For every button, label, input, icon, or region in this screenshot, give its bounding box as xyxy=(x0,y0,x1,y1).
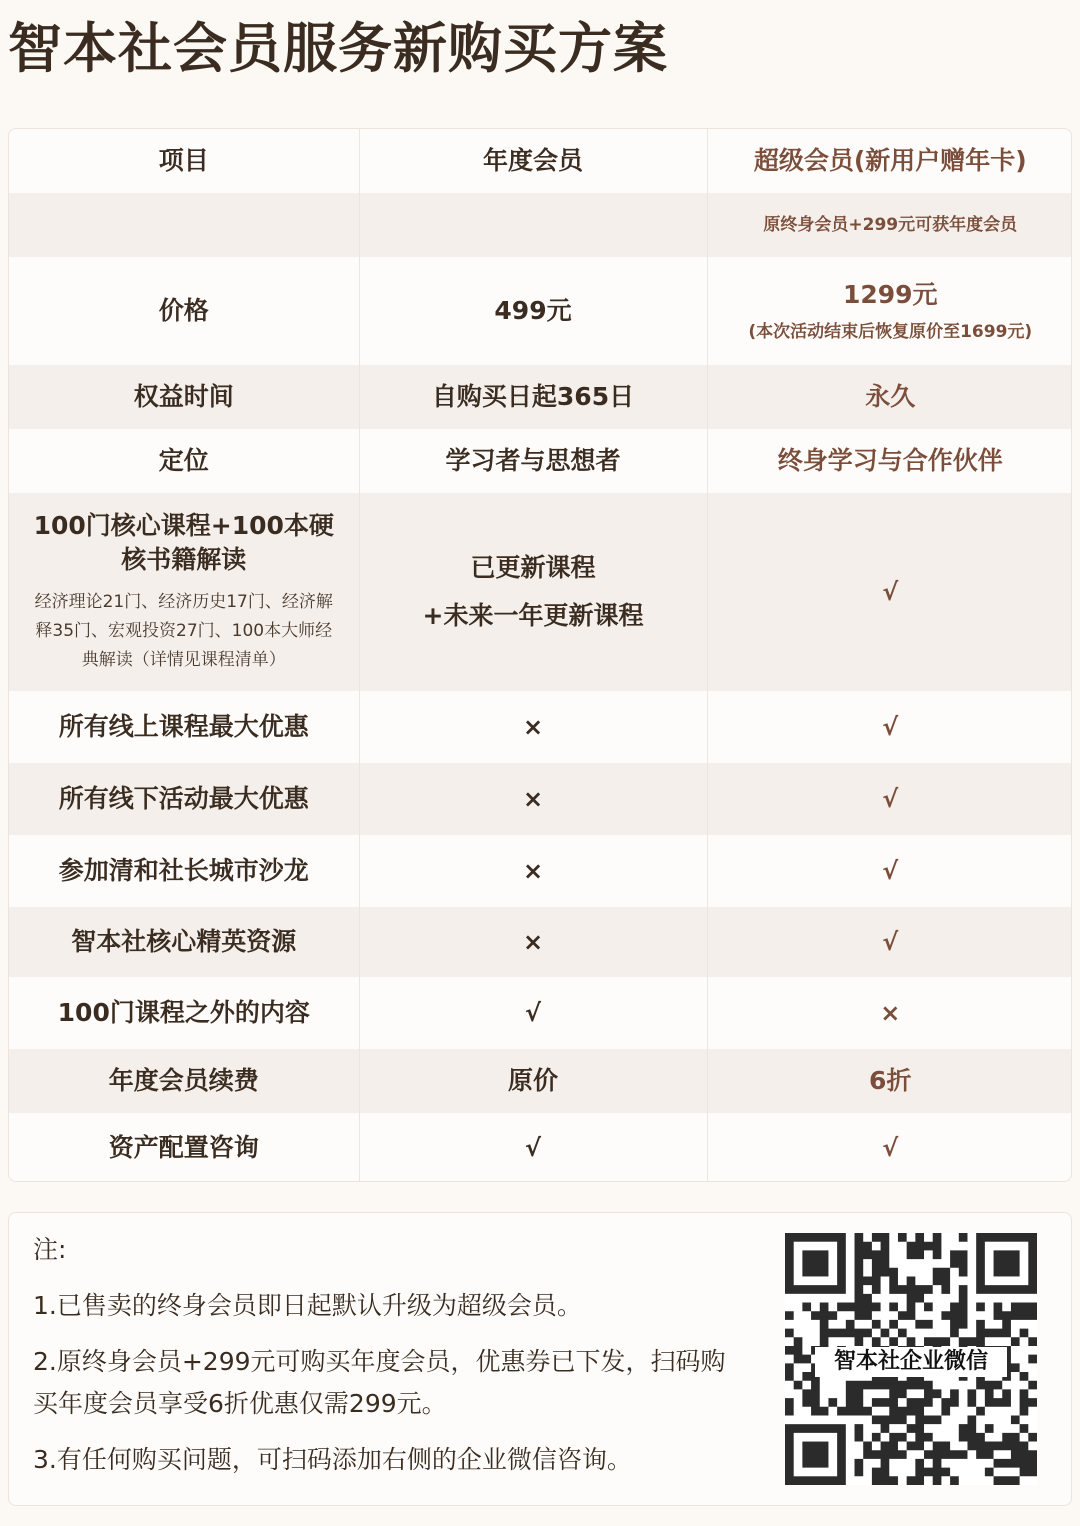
table-row xyxy=(9,691,1072,763)
cell-annual xyxy=(359,193,707,257)
cell-annual: × xyxy=(359,691,707,763)
table-row xyxy=(9,493,1072,691)
cell-super: √ xyxy=(707,1113,1072,1182)
course-detail: 经济理论21门、经济历史17门、经济解释35门、宏观投资27门、100本大师经典解读（详情见课程清单） xyxy=(34,592,333,671)
table-header-row xyxy=(9,129,1072,193)
table-row xyxy=(9,193,1072,257)
qr-label: 智本社企业微信 xyxy=(815,1347,1007,1377)
cell-super: 永久 xyxy=(707,365,1072,429)
note-item-2: 2.原终身会员+299元可购买年度会员，优惠券已下发，扫码购买年度会员享受6折优惠仅需299元。 xyxy=(33,1347,726,1418)
cell-super: √ xyxy=(707,907,1072,977)
header-super: 超级会员(新用户赠年卡) xyxy=(707,129,1072,193)
cell-item: 资产配置咨询 xyxy=(108,1133,259,1163)
cell-super: √ xyxy=(707,835,1072,907)
cell-super: √ xyxy=(707,493,1072,691)
notes-heading: 注: xyxy=(33,1235,67,1264)
cell-item: 价格 xyxy=(158,296,209,326)
cell-annual: 自购买日起365日 xyxy=(359,365,707,429)
note-item-1: 1.已售卖的终身会员即日起默认升级为超级会员。 xyxy=(33,1291,582,1320)
cell-annual: × xyxy=(359,835,707,907)
super-upgrade-note: 原终身会员+299元可获年度会员 xyxy=(763,214,1018,235)
cell-item: 权益时间 xyxy=(9,365,359,429)
header-item: 项目 xyxy=(158,146,209,176)
cell-annual: √ xyxy=(359,1113,707,1182)
cell-super: √ xyxy=(707,763,1072,835)
cell-item: 参加清和社长城市沙龙 xyxy=(58,856,309,886)
cell-super: 6折 xyxy=(707,1049,1072,1113)
table-row xyxy=(9,429,1072,493)
page-title: 智本社会员服务新购买方案 xyxy=(8,17,668,80)
table-row xyxy=(9,977,1072,1049)
table-row xyxy=(9,257,1072,365)
table-row xyxy=(9,365,1072,429)
header-annual: 年度会员 xyxy=(359,129,707,193)
course-title: 100门核心课程+100本硬核书籍解读 xyxy=(33,510,334,574)
cell-item: 所有线上课程最大优惠 xyxy=(58,712,309,742)
cell-super xyxy=(707,193,1072,257)
cell-super: × xyxy=(707,977,1072,1049)
cell-super: √ xyxy=(707,691,1072,763)
cell-item: 100门课程之外的内容 xyxy=(57,998,310,1028)
notes-card xyxy=(8,1212,1072,1506)
table-row xyxy=(9,1113,1072,1182)
annual-course-line1: 已更新课程 xyxy=(470,553,596,582)
cell-super: 终身学习与合作伙伴 xyxy=(707,429,1072,493)
cell-annual: 学习者与思想者 xyxy=(359,429,707,493)
cell-annual xyxy=(359,493,707,691)
cell-super xyxy=(707,257,1072,365)
cell-annual: × xyxy=(359,763,707,835)
comparison-table xyxy=(8,128,1072,1182)
table-row xyxy=(9,835,1072,907)
table-row xyxy=(9,1049,1072,1113)
table-row xyxy=(9,907,1072,977)
cell-item xyxy=(9,493,359,691)
cell-annual: 499元 xyxy=(359,257,707,365)
super-price: 1299元 xyxy=(842,279,938,309)
notes-text xyxy=(33,1229,733,1481)
cell-annual: √ xyxy=(359,977,707,1049)
cell-item xyxy=(9,193,359,257)
cell-annual: 原价 xyxy=(359,1049,707,1113)
cell-item: 定位 xyxy=(158,446,209,476)
qr-code-icon[interactable] xyxy=(785,1233,1037,1485)
annual-course-line2: +未来一年更新课程 xyxy=(422,601,644,630)
cell-item: 所有线下活动最大优惠 xyxy=(9,763,359,835)
table-row xyxy=(9,763,1072,835)
cell-annual: × xyxy=(359,907,707,977)
super-price-note: (本次活动结束后恢复原价至1699元) xyxy=(748,322,1033,343)
note-item-3: 3.有任何购买问题，可扫码添加右侧的企业微信咨询。 xyxy=(33,1445,632,1474)
cell-item: 年度会员续费 xyxy=(9,1049,359,1113)
cell-item: 智本社核心精英资源 xyxy=(9,907,359,977)
